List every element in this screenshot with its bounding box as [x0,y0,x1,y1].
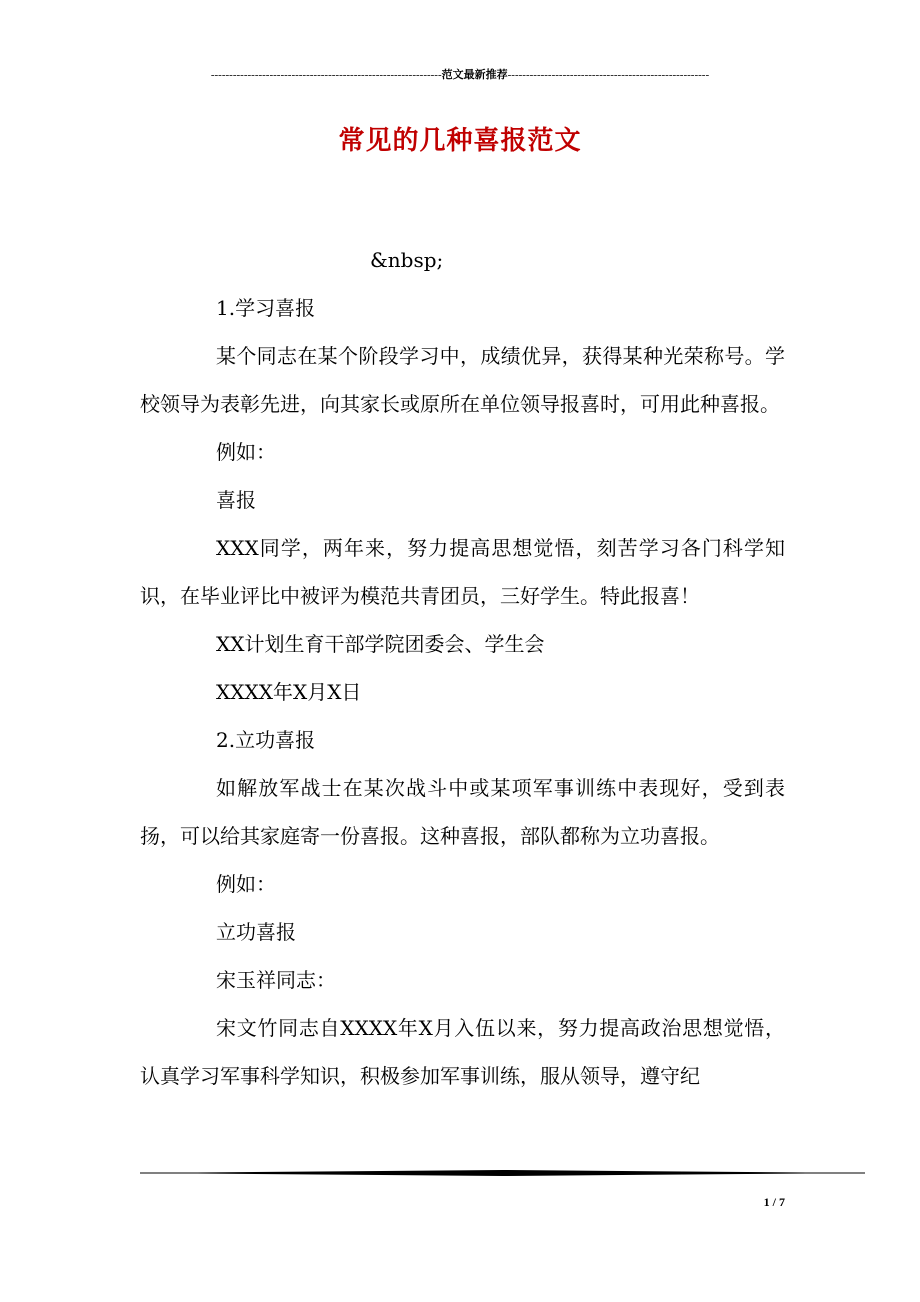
example-title: 喜报 [216,488,256,512]
example-title: 立功喜报 [216,920,296,944]
footer-rule [140,1167,865,1179]
section-heading-study: 1.学习喜报 [216,296,316,320]
paragraph: 宋文竹同志自XXXX年X月入伍以来，努力提高政治思想觉悟，认真学习军事科学知识，积极参加军事训练，服从领导，遵守纪 [140,1016,785,1088]
document-title: 常见的几种喜报范文 [338,126,582,156]
signature-org: XX计划生育干部学院团委会、学生会 [216,632,545,656]
paragraph-nbsp: &nbsp; [370,248,444,272]
signature-date: XXXX年X月X日 [216,680,362,704]
page-number: 1 / 7 [763,1195,785,1209]
header-dashes-right: ------------------------------------------------------- [507,69,710,81]
example-label: 例如： [216,440,276,464]
example-label: 例如： [216,872,276,896]
document-body [140,236,785,1100]
paragraph: XXX同学，两年来，努力提高思想觉悟，刻苦学习各门科学知识，在毕业评比中被评为模范共青团员，三好学生。特此报喜！ [140,536,785,608]
section-heading-merit: 2.立功喜报 [216,728,316,752]
header-dashes-left: --------------------------------------------------------------- [210,69,442,81]
header-label: 范文最新推荐 [441,69,508,81]
paragraph: 如解放军战士在某次战斗中或某项军事训练中表现好，受到表扬，可以给其家庭寄一份喜报。这种喜报，部队都称为立功喜报。 [140,776,785,848]
paragraph: 某个同志在某个阶段学习中，成绩优异，获得某种光荣称号。学校领导为表彰先进，向其家长或原所在单位领导报喜时，可用此种喜报。 [140,344,785,416]
salutation: 宋玉祥同志： [216,968,336,992]
page-header [140,66,780,82]
